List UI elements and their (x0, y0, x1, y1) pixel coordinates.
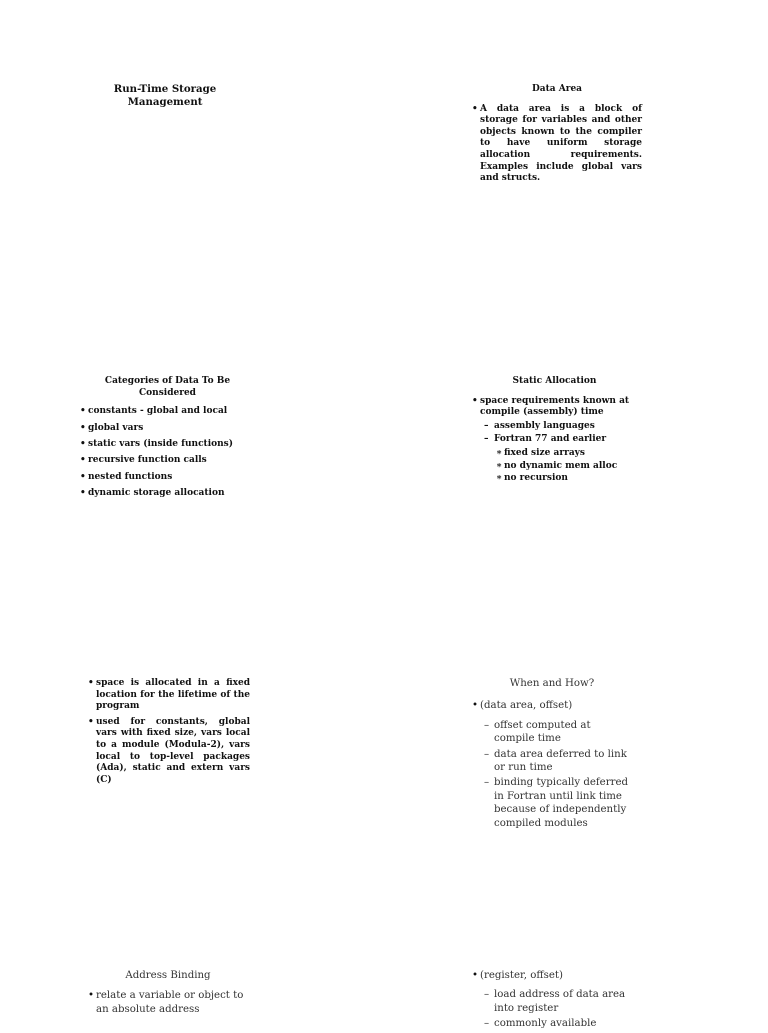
bullet-list (472, 104, 642, 185)
bullet-icon: • (80, 438, 86, 449)
slide-title: When and How? (509, 678, 595, 689)
sub-list-item (472, 776, 632, 830)
sub-list-item (472, 719, 632, 746)
item-text: offset computed at compile time (494, 719, 591, 745)
item-text: A data area is a block of storage for variables and other objects known to the compiler to have uniform storage allocation requirements. Examples include global vars and structs. (480, 103, 642, 184)
slide-categories (80, 376, 255, 505)
bullet-icon: • (88, 990, 95, 1002)
bullet-icon: • (472, 395, 478, 406)
slide-when-and-how (472, 677, 632, 832)
item-text: used for constants, global vars with fixed size, vars local to a module (Modula-2), vars local to top-level packages (Ada), static and extern vars (C) (96, 716, 250, 785)
slide-data-area (472, 84, 642, 190)
title-line-1: Run-Time Storage (113, 83, 217, 95)
list-item (472, 699, 632, 712)
list-item (80, 472, 255, 484)
dash-icon: – (484, 748, 490, 760)
bullet-list (472, 969, 632, 1031)
item-text: fixed size arrays (504, 447, 585, 458)
item-text: recursive function calls (88, 455, 207, 466)
list-item (80, 439, 255, 451)
sub-list-item (472, 421, 637, 433)
item-text: load address of data area into register (494, 989, 626, 1014)
item-text: (register, offset) (480, 970, 563, 981)
item-text: (data area, offset) (480, 700, 573, 712)
item-text: relate a variable or object to an absolute address (96, 990, 244, 1015)
item-text: Fortran 77 and earlier (494, 434, 607, 445)
item-text: no dynamic mem alloc (504, 460, 618, 471)
dash-icon: – (484, 777, 490, 789)
dash-icon: – (484, 434, 489, 445)
list-item (80, 406, 255, 418)
item-text: binding typically deferred in Fortran until link time because of independently compiled modules (494, 777, 628, 829)
item-text: constants - global and local (88, 406, 228, 417)
dash-icon: – (484, 989, 490, 1001)
bullet-list (80, 406, 255, 500)
slide-register-offset (472, 969, 632, 1033)
bullet-list (472, 699, 632, 830)
item-text: commonly available (494, 1018, 597, 1030)
slide-address-binding (88, 969, 248, 1021)
star-icon: ∗ (496, 473, 503, 484)
item-text: no recursion (504, 473, 568, 484)
bullet-list (88, 678, 250, 786)
sub-sub-list-item (472, 448, 637, 460)
sub-list-item (472, 434, 637, 446)
item-text: dynamic storage allocation (88, 488, 225, 499)
slide-title: Data Area (531, 84, 583, 94)
slide-static-allocation (472, 376, 637, 486)
item-text: data area deferred to link or run time (494, 748, 627, 774)
list-item (88, 717, 250, 787)
slide-run-time-storage (80, 83, 250, 117)
item-text: assembly languages (494, 420, 595, 431)
bullet-icon: • (80, 422, 86, 433)
slide-title (80, 83, 250, 109)
star-icon: ∗ (496, 460, 503, 471)
bullet-icon: • (80, 471, 86, 482)
list-item (472, 969, 632, 982)
sub-list-item (472, 748, 632, 775)
bullet-icon: • (472, 103, 478, 114)
bullet-list (472, 396, 637, 485)
slide-fixed-location (88, 678, 250, 791)
slide-title: Static Allocation (512, 376, 597, 386)
list-item (88, 989, 248, 1016)
star-icon: ∗ (496, 447, 503, 458)
bullet-icon: • (472, 700, 479, 712)
bullet-icon: • (88, 678, 94, 688)
bullet-icon: • (80, 406, 86, 417)
dash-icon: – (484, 420, 489, 431)
bullet-icon: • (80, 455, 86, 466)
sub-list-item (472, 988, 632, 1015)
item-text: nested functions (88, 471, 173, 482)
sub-sub-list-item (472, 461, 637, 473)
list-item (472, 396, 637, 419)
slide-title: Address Binding (125, 970, 211, 981)
list-item (80, 423, 255, 435)
list-item (88, 678, 250, 713)
title-line-2: Management (127, 96, 203, 108)
list-item (80, 488, 255, 500)
item-text: global vars (88, 422, 144, 433)
item-text: space is allocated in a fixed location for the lifetime of the program (96, 678, 250, 712)
item-text: static vars (inside functions) (88, 438, 233, 449)
bullet-list (88, 989, 248, 1016)
bullet-icon: • (472, 970, 479, 981)
dash-icon: – (484, 1018, 490, 1030)
list-item (80, 455, 255, 467)
slide-title: Categories of Data To Be Considered (104, 376, 231, 398)
dash-icon: – (484, 719, 490, 731)
bullet-icon: • (88, 716, 94, 727)
list-item (472, 104, 642, 185)
bullet-icon: • (80, 488, 86, 499)
sub-sub-list-item (472, 473, 637, 485)
item-text: space requirements known at compile (assembly) time (480, 395, 630, 418)
